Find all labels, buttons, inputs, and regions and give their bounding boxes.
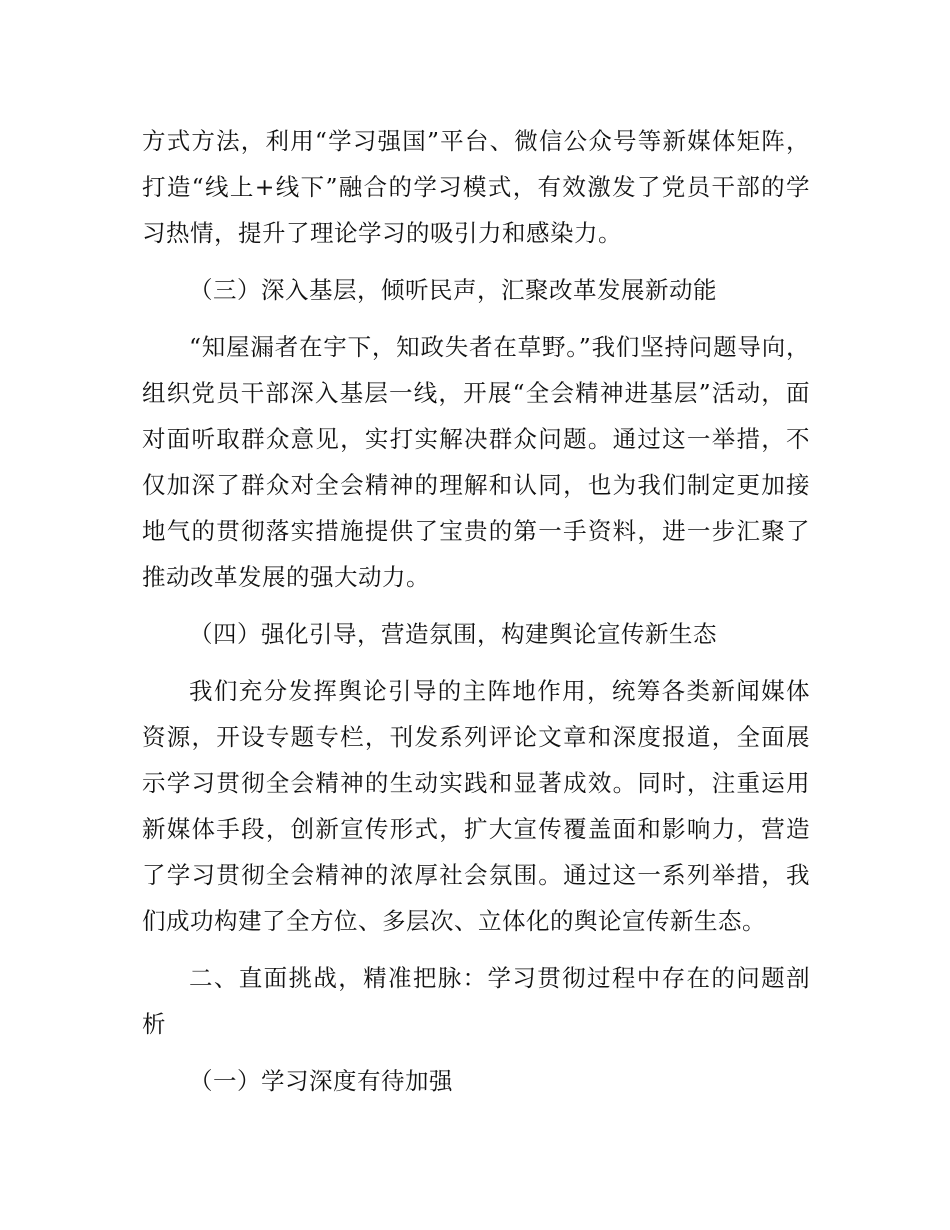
section-heading-1: （一）学习深度有待加强 (189, 1067, 453, 1095)
paragraph-continuation: 方式方法，利用“学习强国”平台、微信公众号等新媒体矩阵，打造“线上+线下”融合的学习模式，有效激发了党员干部的学习热情，提升了理论学习的吸引力和感染力。 (142, 127, 810, 247)
section-heading-3: （三）深入基层，倾听民声，汇聚改革发展新动能 (189, 276, 717, 304)
document-body (142, 118, 810, 1115)
paragraph-publicity: 我们充分发挥舆论引导的主阵地作用，统筹各类新闻媒体资源，开设专题专栏，刊发系列评论文章和深度报道，全面展示学习贯彻全会精神的生动实践和显著成效。同时，注重运用新媒体手段，创新宣传形式，扩大宣传覆盖面和影响力，营造了学习贯彻全会精神的浓厚社会氛围。通过这一系列举措，我们成功构建了全方位、多层次、立体化的舆论宣传新生态。 (142, 677, 810, 935)
section-heading-4: （四）强化引导，营造氛围，构建舆论宣传新生态 (189, 620, 717, 648)
chapter-heading-two: 二、直面挑战，精准把脉：学习贯彻过程中存在的问题剖析 (142, 964, 810, 1038)
paragraph-grassroots: “知屋漏者在宇下，知政失者在草野。”我们坚持问题导向，组织党员干部深入基层一线，开展“全会精神进基层”活动，面对面听取群众意见，实打实解决群众问题。通过这一举措，不仅加深了群众对全会精神的理解和认同，也为我们制定更加接地气的贯彻落实措施提供了宝贵的第一手资料，进一步汇聚了推动改革发展的强大动力。 (142, 333, 810, 591)
